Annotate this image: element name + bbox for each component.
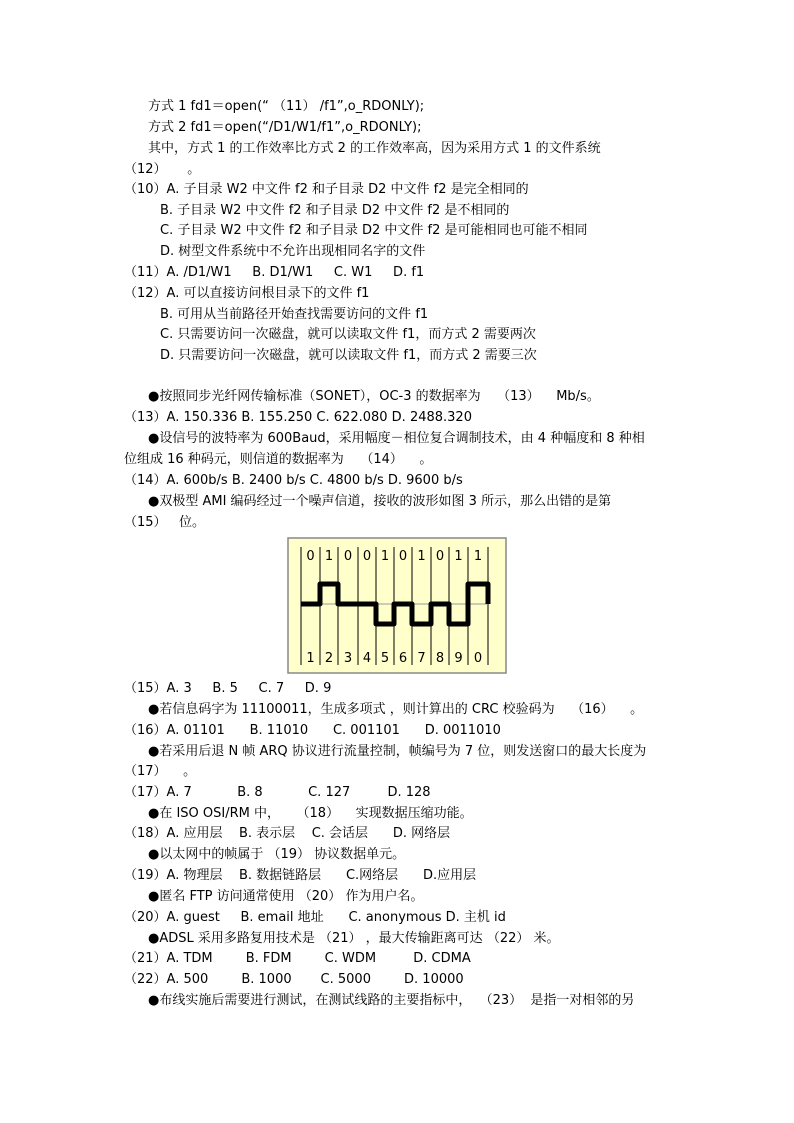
bit-value-label: 0	[362, 549, 372, 564]
question-line: ●布线实施后需要进行测试，在测试线路的主要指标中， （23） 是指一对相邻的另	[148, 993, 635, 1008]
option-line: （14）A. 600b/s B. 2400 b/s C. 4800 b/s D. 9600 b/s	[124, 473, 463, 488]
bit-value-label: 1	[473, 549, 483, 564]
bit-position-label: 1	[306, 651, 315, 666]
question-line: 位组成 16 种码元，则信道的数据率为 （14） 。	[124, 452, 433, 467]
question-line: ●在 ISO OSI/RM 中， （18） 实现数据压缩功能。	[148, 806, 473, 821]
question-line: ●ADSL 采用多路复用技术是 （21） ，最大传输距离可达 （22） 米。	[148, 931, 560, 946]
question-line: （17） 。	[124, 764, 197, 779]
option-line: （12）A. 可以直接访问根目录下的文件 f1	[124, 286, 370, 301]
bit-value-label: 0	[398, 549, 408, 564]
bit-position-label: 3	[343, 651, 353, 666]
text-line: 方式 1 fd1＝open(“ （11） /f1”,o_RDONLY);	[148, 99, 425, 114]
option-line: （13）A. 150.336 B. 155.250 C. 622.080 D. 2488.320	[124, 410, 472, 425]
bit-position-label: 8	[435, 651, 445, 666]
bit-position-label: 6	[398, 651, 408, 666]
bit-position-label: 0	[473, 651, 483, 666]
option-line: C. 只需要访问一次磁盘，就可以读取文件 f1，而方式 2 需要两次	[160, 327, 536, 342]
bit-position-label: 2	[324, 651, 334, 666]
question-line: ●匿名 FTP 访问通常使用 （20） 作为用户名。	[148, 889, 424, 904]
option-line: （21）A. TDM B. FDM C. WDM D. CDMA	[124, 951, 471, 966]
option-line: （10）A. 子目录 W2 中文件 f2 和子目录 D2 中文件 f2 是完全相同的	[124, 182, 529, 197]
bit-position-label: 7	[417, 651, 426, 666]
question-line: ●若信息码字为 11100011，生成多项式 ，则计算出的 CRC 校验码为 （16） 。	[148, 702, 644, 717]
bit-value-label: 0	[306, 549, 315, 564]
option-line: C. 子目录 W2 中文件 f2 和子目录 D2 中文件 f2 是可能相同也可能不相同	[160, 223, 588, 238]
option-line: （22）A. 500 B. 1000 C. 5000 D. 10000	[124, 972, 464, 987]
bit-position-label: 5	[380, 651, 390, 666]
question-line: ●按照同步光纤网传输标准（SONET），OC-3 的数据率为 （13） Mb/s。	[148, 389, 600, 404]
option-line: （11）A. /D1/W1 B. D1/W1 C. W1 D. f1	[124, 265, 425, 280]
bit-position-label: 4	[362, 651, 372, 666]
option-line: （16）A. 01101 B. 11010 C. 001101 D. 0011010	[124, 723, 501, 738]
bit-value-label: 0	[343, 549, 353, 564]
text-line: 方式 2 fd1＝open(“/D1/W1/f1”,o_RDONLY);	[148, 120, 422, 135]
question-line: ●以太网中的帧属于 （19） 协议数据单元。	[148, 847, 406, 862]
question-line: ●设信号的波特率为 600Baud，采用幅度－相位复合调制技术，由 4 种幅度和 8 种相	[148, 431, 645, 446]
bit-value-label: 1	[417, 549, 426, 564]
option-line: B. 子目录 W2 中文件 f2 和子目录 D2 中文件 f2 是不相同的	[160, 203, 510, 218]
option-line: （15）A. 3 B. 5 C. 7 D. 9	[124, 681, 332, 696]
bit-value-label: 1	[324, 549, 334, 564]
option-line: B. 可用从当前路径开始查找需要访问的文件 f1	[160, 307, 429, 322]
question-line: （15） 位。	[124, 515, 205, 530]
bit-value-label: 0	[435, 549, 445, 564]
text-line: （12） 。	[124, 162, 201, 177]
question-line: ●若采用后退 N 帧 ARQ 协议进行流量控制，帧编号为 7 位，则发送窗口的最大长度为	[148, 744, 647, 759]
option-line: （19）A. 物理层 B. 数据链路层 C.网络层 D.应用层	[124, 868, 477, 883]
bit-value-label: 1	[380, 549, 390, 564]
text-line: 其中，方式 1 的工作效率比方式 2 的工作效率高，因为采用方式 1 的文件系统	[148, 141, 601, 156]
bit-position-label: 9	[454, 651, 463, 666]
question-line: ●双极型 AMI 编码经过一个噪声信道，接收的波形如图 3 所示，那么出错的是第	[148, 494, 612, 509]
option-line: D. 树型文件系统中不允许出现相同名字的文件	[160, 244, 426, 259]
option-line: （17）A. 7 B. 8 C. 127 D. 128	[124, 785, 431, 800]
option-line: （18）A. 应用层 B. 表示层 C. 会话层 D. 网络层	[124, 826, 451, 841]
option-line: （20）A. guest B. email 地址 C. anonymous D. 主机 id	[124, 910, 506, 925]
ami-waveform-figure	[287, 537, 507, 674]
option-line: D. 只需要访问一次磁盘，就可以读取文件 f1，而方式 2 需要三次	[160, 348, 537, 363]
bit-value-label: 1	[454, 549, 463, 564]
